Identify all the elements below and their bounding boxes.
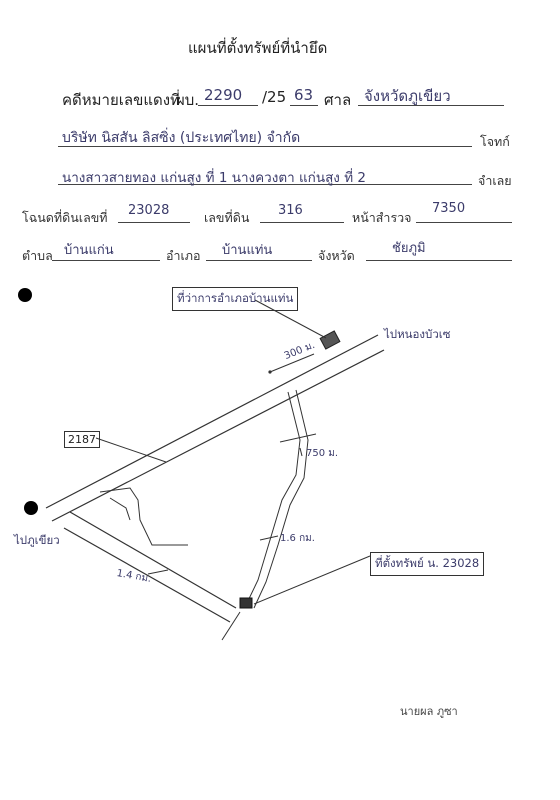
court-label: ศาล bbox=[324, 91, 352, 109]
road-number-box: 2187 bbox=[64, 431, 100, 448]
distance-1-4: 1.4 กม. bbox=[115, 567, 153, 585]
court-value: จังหวัดภูเขียว bbox=[364, 87, 451, 105]
case-prefix: ผบ. bbox=[176, 91, 200, 109]
case-year-prefix: /25 bbox=[262, 88, 287, 106]
main-road-edge-a bbox=[46, 335, 378, 508]
land-no-value: 316 bbox=[278, 203, 303, 218]
main-road-edge-b bbox=[52, 350, 384, 521]
to-west-label: ไปภูเขียว bbox=[14, 533, 60, 547]
province-label: จังหวัด bbox=[318, 248, 355, 263]
survey-value: 7350 bbox=[432, 201, 466, 216]
distance-1-6: 1.6 กม. bbox=[280, 533, 315, 544]
distance-300: 300 ม. bbox=[282, 339, 317, 363]
distance-1-6-arrow bbox=[260, 536, 278, 540]
to-north-label: ไปหนองบัวเซ bbox=[384, 327, 451, 341]
subdistrict-value: บ้านแก่น bbox=[64, 243, 114, 258]
case-number-value: 2290 bbox=[204, 86, 243, 104]
lower-road-edge-a bbox=[70, 512, 236, 608]
survey-label: หน้าสำรวจ bbox=[352, 210, 412, 225]
road-number-leader bbox=[96, 438, 166, 462]
case-year-value: 63 bbox=[294, 86, 314, 104]
district-office-building bbox=[320, 331, 340, 349]
defendant-label: จำเลย bbox=[478, 173, 512, 188]
deed-label: โฉนดที่ดินเลขที่ bbox=[22, 210, 108, 225]
side-road-cross bbox=[280, 434, 316, 442]
page-title: แผนที่ตั้งทรัพย์ที่นำยึด bbox=[188, 39, 328, 57]
deed-number-value: 23028 bbox=[128, 203, 170, 218]
plaintiff-label: โจทก์ bbox=[480, 134, 510, 149]
land-no-label: เลขที่ดิน bbox=[204, 210, 250, 225]
district-label: อำเภอ bbox=[166, 248, 201, 263]
branch-road-2 bbox=[110, 498, 130, 520]
case-number-label: คดีหมายเลขแดงที่ bbox=[62, 91, 180, 109]
side-road-b bbox=[254, 390, 308, 608]
plaintiff-value: บริษัท นิสสัน ลิสซิ่ง (ประเทศไทย) จำกัด bbox=[62, 130, 301, 146]
property-tail bbox=[222, 612, 240, 640]
property-marker bbox=[240, 598, 252, 608]
province-value: ชัยภูมิ bbox=[392, 241, 426, 256]
distance-750: 750 ม. bbox=[306, 448, 339, 459]
side-road-a bbox=[246, 392, 300, 605]
district-office-label: ที่ว่าการอำเภอบ้านแท่น bbox=[172, 287, 298, 311]
subdistrict-label: ตำบล bbox=[22, 248, 53, 263]
distance-750-tick bbox=[300, 448, 302, 456]
officer-signature: นายผล ภูซา bbox=[400, 705, 458, 718]
district-value: บ้านแท่น bbox=[222, 243, 273, 258]
defendant-value: นางสาวสายทอง แก่นสูง ที่ 1 นางควงตา แก่นสูง ที่ 2 bbox=[62, 170, 366, 186]
property-label: ที่ตั้งทรัพย์ น. 23028 bbox=[370, 552, 484, 576]
property-label-leader bbox=[254, 556, 370, 604]
